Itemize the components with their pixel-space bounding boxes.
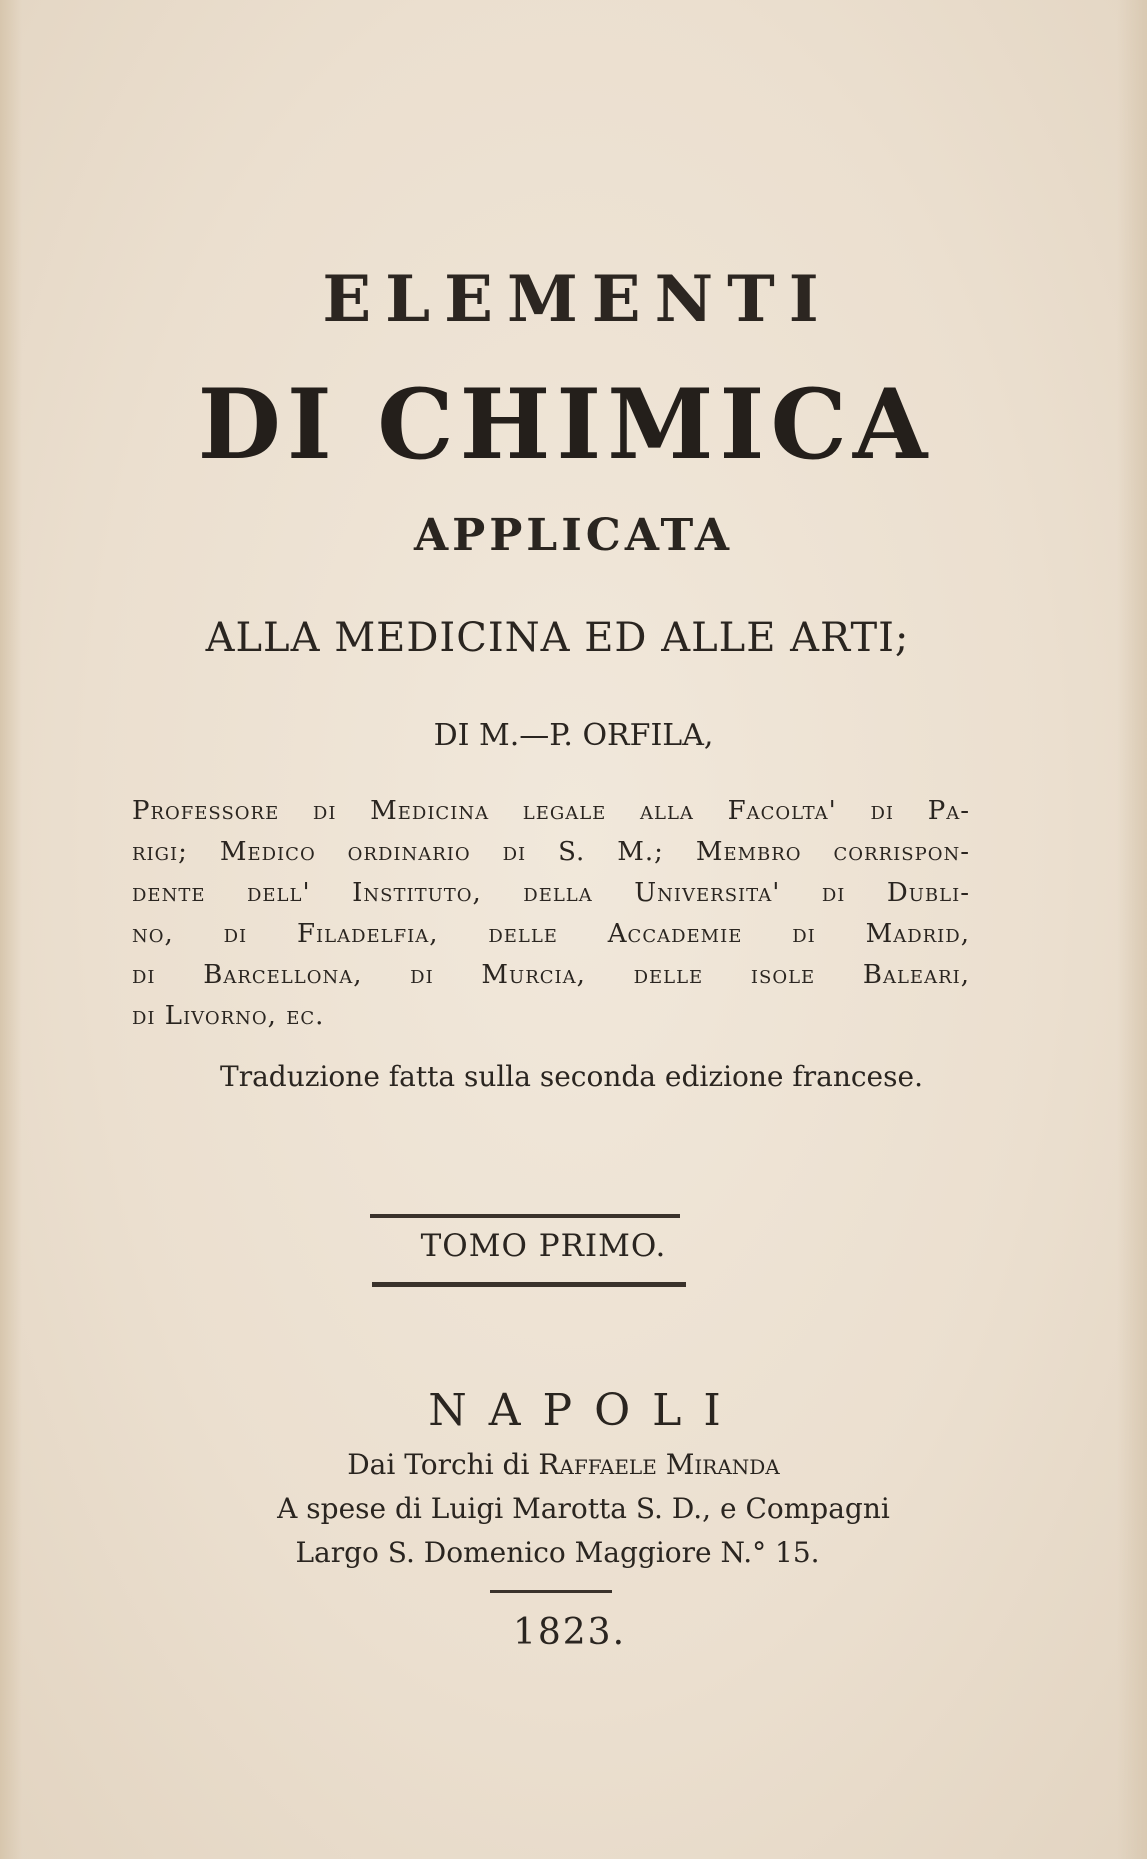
year-rule	[490, 1590, 612, 1593]
qualification-line: Professore di Medicina legale alla Facolta' di Pa-	[132, 796, 970, 826]
imprint-printer-name: Raffaele Miranda	[538, 1448, 780, 1481]
imprint-address: Largo S. Domenico Maggiore N.° 15.	[295, 1536, 820, 1569]
publication-year: 1823.	[512, 1612, 627, 1653]
author-line: DI M.—P. ORFILA,	[433, 718, 714, 753]
title-line-applicata: APPLICATA	[413, 510, 734, 561]
imprint-printer-prefix: Dai Torchi di	[347, 1448, 539, 1481]
title-line-di-chimica: DI CHIMICA	[197, 368, 934, 481]
qualification-line: rigi; Medico ordinario di S. M.; Membro corrispon-	[132, 837, 970, 867]
volume-label: TOMO PRIMO.	[420, 1228, 667, 1264]
qualification-line: di Barcellona, di Murcia, delle isole Baleari,	[132, 960, 970, 990]
imprint-printer	[0, 1448, 1137, 1481]
qualification-line: di Livorno, ec.	[132, 1001, 325, 1031]
imprint-city: NAPOLI	[428, 1385, 743, 1436]
translation-note: Traduzione fatta sulla seconda edizione francese.	[220, 1060, 923, 1093]
qualification-line: no, di Filadelfia, delle Accademie di Madrid,	[132, 919, 970, 949]
title-line-elementi: ELEMENTI	[322, 262, 833, 337]
volume-rule-top	[370, 1214, 680, 1218]
title-line-medicina-arti: ALLA MEDICINA ED ALLE ARTI;	[205, 615, 910, 661]
qualification-line: dente dell' Instituto, della Universita' di Dubli-	[132, 878, 970, 908]
volume-rule-bottom	[372, 1282, 686, 1287]
imprint-expense: A spese di Luigi Marotta S. D., e Compagni	[277, 1492, 890, 1525]
author-qualifications	[132, 796, 970, 1042]
